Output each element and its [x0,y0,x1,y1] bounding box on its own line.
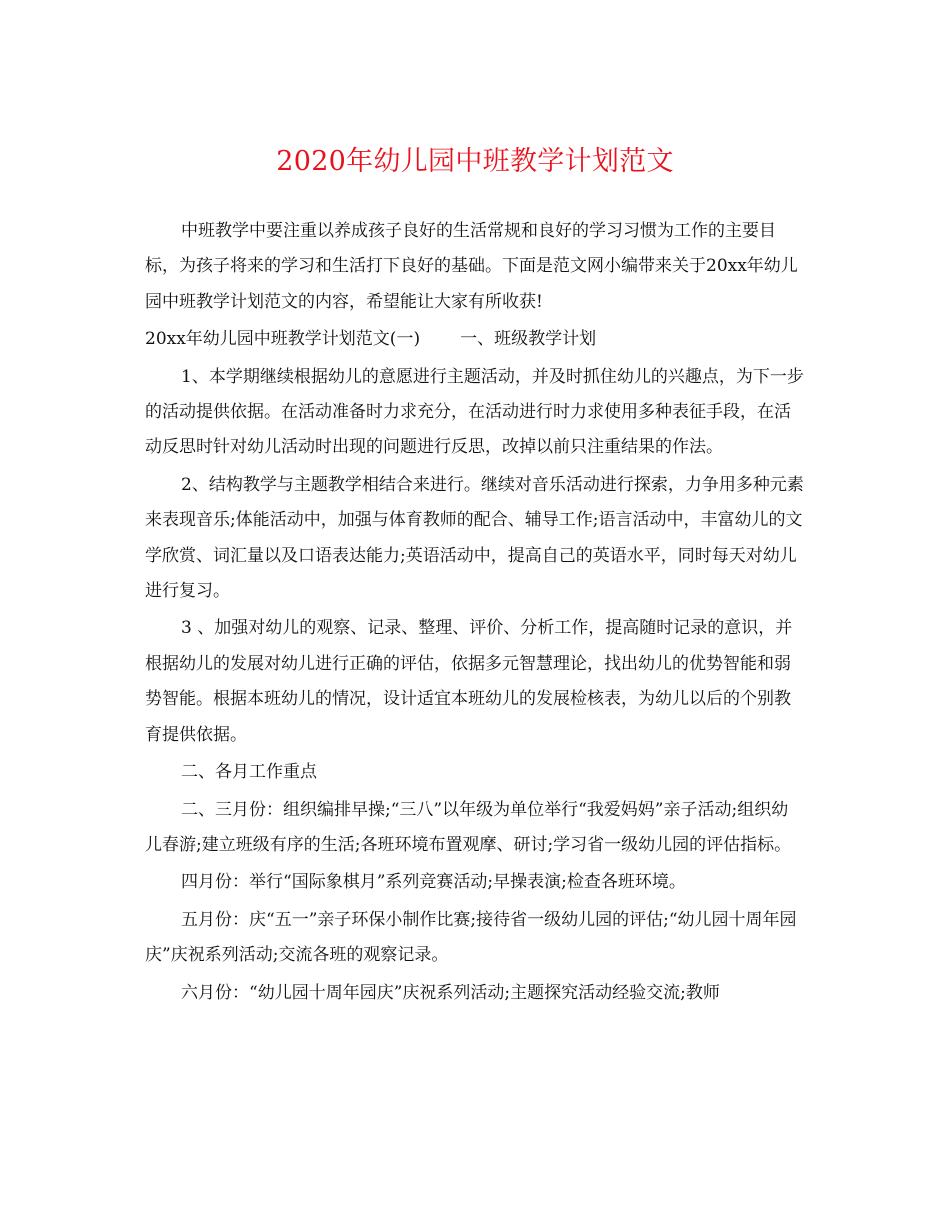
plan-item-3: 3 、加强对幼儿的观察、记录、整理、评价、分析工作，提高随时记录的意识，并根据幼儿的发展对幼儿进行正确的评估，依据多元智慧理论，找出幼儿的优势智能和弱势智能。根据本班幼儿的情况，设计适宜本班幼儿的发展检核表，为幼儿以后的个别教育提供依据。 [145,618,793,745]
plan-item-1: 1、本学期继续根据幼儿的意愿进行主题活动，并及时抓住幼儿的兴趣点，为下一步的活动提供依据。在活动准备时力求充分，在活动进行时力求使用多种表征手段，在活动反思时针对幼儿活动时出现的问题进行反思，改掉以前只注重结果的作法。 [145,366,804,458]
section-subheading [145,322,805,357]
plan-item-2: 2、结构教学与主题教学相结合来进行。继续对音乐活动进行探索，力争用多种元素来表现音乐;体能活动中，加强与体育教师的配合、辅导工作;语言活动中，丰富幼儿的文学欣赏、词汇量以及口语表达能力;英语活动中，提高自己的英语水平，同时每天对幼儿进行复习。 [145,474,804,602]
month-may: 五月份：庆“五一”亲子环保小制作比赛;接待省一级幼儿园的评估;“幼儿园十周年园庆”庆祝系列活动;交流各班的观察记录。 [145,909,797,966]
intro-paragraph: 中班教学中要注重以养成孩子良好的生活常规和良好的学习习惯为工作的主要目标，为孩子将来的学习和生活打下良好的基础。下面是范文网小编带来关于20xx年幼儿园中班教学计划范文的内容，希望能让大家有所收获! [145,221,798,312]
subheading-plan-title: 20xx年幼儿园中班教学计划范文(一) [145,329,421,350]
document-body [145,214,805,1013]
month-apr: 四月份：举行“国际象棋月”系列竞赛活动;早操表演;检查各班环境。 [181,872,686,893]
month-jun: 六月份：“幼儿园十周年园庆”庆祝系列活动;主题探究活动经验交流;教师 [181,982,720,1003]
subheading-class-plan: 一、班级教学计划 [460,329,597,350]
monthly-focus-heading: 二、各月工作重点 [181,762,317,783]
document-title: 2020年幼儿园中班教学计划范文 [276,146,674,177]
month-feb-mar: 二、三月份：组织编排早操;“三八”以年级为单位举行“我爱妈妈”亲子活动;组织幼儿春游;建立班级有序的生活;各班环境布置观摩、研讨;学习省一级幼儿园的评估指标。 [145,799,792,855]
